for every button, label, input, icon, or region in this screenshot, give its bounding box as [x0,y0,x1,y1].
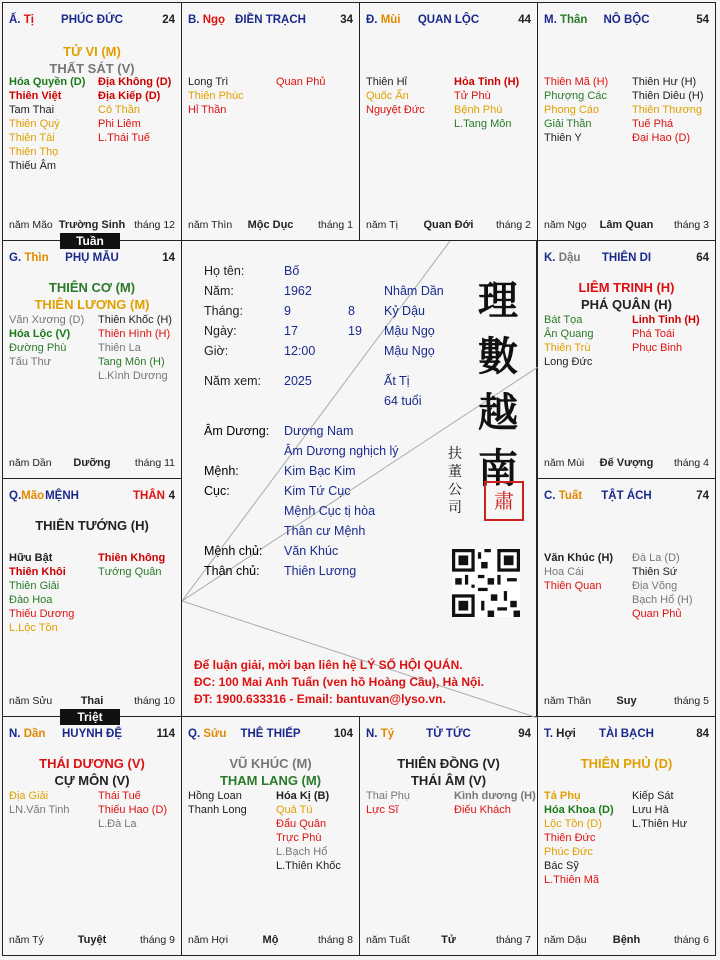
palace-dau: K. Dậu THIÊN DI 64 LIÊM TRINH (H) PHÁ QUÂN (H) Bát Tọa Ân Quang Thiên Trù Long Đức Linh Tinh (H) Phá Toái Phục Binh năm Mùi Đế Vượng tháng 4 [537,240,716,479]
tuan-tag: Tuần [60,233,120,249]
palace-mao: Q.Mão MỆNH THÂN 4 THIÊN TƯỚNG (H) Hữu Bật Thiên Khôi Thiên Giải Đào Hoa Thiếu Dương L.Lộc Tồn Thiên Không Tướng Quân năm Sửu Thai tháng 10 [2,478,182,717]
qr-code[interactable] [452,549,520,617]
center-panel: Họ tên: Năm: Tháng: Ngày: Giờ: Năm xem: Bố 1962 9 17 12:00 2025 8 19 Nhâm Dần Kỷ Dậu Mậu Ngọ Mậu Ngọ Ất Tị 64 tuổi Âm Dương: Mệnh: Cục: Mệnh chủ: Thân chủ: Dương Nam Âm Dương nghịch lý Kim Bạc Kim Kim Tứ Cục Mệnh Cục tị hòa Thân cư Mệnh Văn Khúc Thiên Lương 理 數 越 南 扶 董 公 司 肅 Để luận giải, mời bạn liên hệ LÝ SỐ HỘI QUÁN. ĐC: 100 Mai Anh Tuấn (ven hồ Hoàng Cầu), Hà Nội. ĐT: 1900.633316 - Email: bantuvan@lyso.vn. [181,240,537,717]
palace-than: M. Thân NÔ BỘC 54 Thiên Mã (H) Phượng Các Phong Cáo Giải Thần Thiên Y Thiên Hư (H) Thiên Diêu (H) Thiên Thương Tuế Phá Đại Hao (D) năm Ngọ Lâm Quan tháng 3 [537,2,716,241]
palace-tuat: C. Tuất TẬT ÁCH 74 Văn Khúc (H) Hoa Cái Thiên Quan Đà La (D) Thiên Sứ Địa Võng Bạch Hổ (H) Quan Phủ năm Thân Suy tháng 5 [537,478,716,717]
palace-mui: Đ. Mùi QUAN LỘC 44 Thiên Hỉ Quốc Ấn Nguyệt Đức Hỏa Tinh (H) Tử Phù Bệnh Phù L.Tang Môn năm Tị Quan Đới tháng 2 [359,2,538,241]
calligraphy-side-text: 扶 董 公 司 [448,446,462,516]
calligraphy-logo: 理 數 越 南 [478,277,518,492]
palace-ngo: B. Ngọ ĐIỀN TRẠCH 34 Long Trì Thiên Phúc Hỉ Thần Quan Phủ năm Thìn Mộc Dục tháng 1 [181,2,360,241]
triet-tag: Triệt [60,709,120,725]
palace-hoi: T. Hợi TÀI BẠCH 84 THIÊN PHỦ (D) Tả Phụ Hóa Khoa (D) Lộc Tồn (D) Thiên Đức Phúc Đức Bác Sỹ L.Thiên Mã Kiếp Sát Lưu Hà L.Thiên Hư năm Dậu Bệnh tháng 6 [537,716,716,956]
palace-ty: Ấ. Tị PHÚC ĐỨC 24 TỬ VI (M) THẤT SÁT (V) Hóa Quyền (D) Thiên Việt Tam Thai Thiên Quý Thiên Tài Thiên Thọ Thiếu Âm Địa Không (D) Địa Kiếp (D) Cô Thần Phi Liêm L.Thái Tuế năm Mão Trường Sinh tháng 12 [2,2,182,241]
palace-ti: N. Tý TỬ TỨC 94 THIÊN ĐỒNG (V) THÁI ÂM (V) Thai Phụ Lực Sĩ Kình dương (H) Điếu Khách năm Tuất Tử tháng 7 [359,716,538,956]
palace-suu: Q. Sửu THÊ THIẾP 104 VŨ KHÚC (M) THAM LANG (M) Hồng Loan Thanh Long Hóa Kị (B) Quả Tú Đẩu Quân Trực Phù L.Bạch Hổ L.Thiên Khốc năm Hợi Mộ tháng 8 [181,716,360,956]
red-seal: 肅 [484,481,524,521]
palace-thin: G. Thìn PHỤ MẪU 14 THIÊN CƠ (M) THIÊN LƯƠNG (M) Văn Xương (D) Hóa Lộc (V) Đường Phù Tấu Thư Thiên Khốc (H) Thiên Hình (H) Thiên La Tang Môn (H) L.Kình Dương năm Dần Dưỡng tháng 11 [2,240,182,479]
palace-name: PHÚC ĐỨC [61,14,123,26]
contact-info: Để luận giải, mời bạn liên hệ LÝ SỐ HỘI QUÁN. ĐC: 100 Mai Anh Tuấn (ven hồ Hoàng Cầu), Hà Nội. ĐT: 1900.633316 - Email: bantuvan@lyso.vn. [194,658,485,706]
palace-dan: N. Dần HUYNH ĐỆ 114 THÁI DƯƠNG (V) CỰ MÔN (V) Địa Giải LN.Văn Tinh Thái Tuế Thiếu Hao (D) L.Đà La năm Tý Tuyệt tháng 9 [2,716,182,956]
